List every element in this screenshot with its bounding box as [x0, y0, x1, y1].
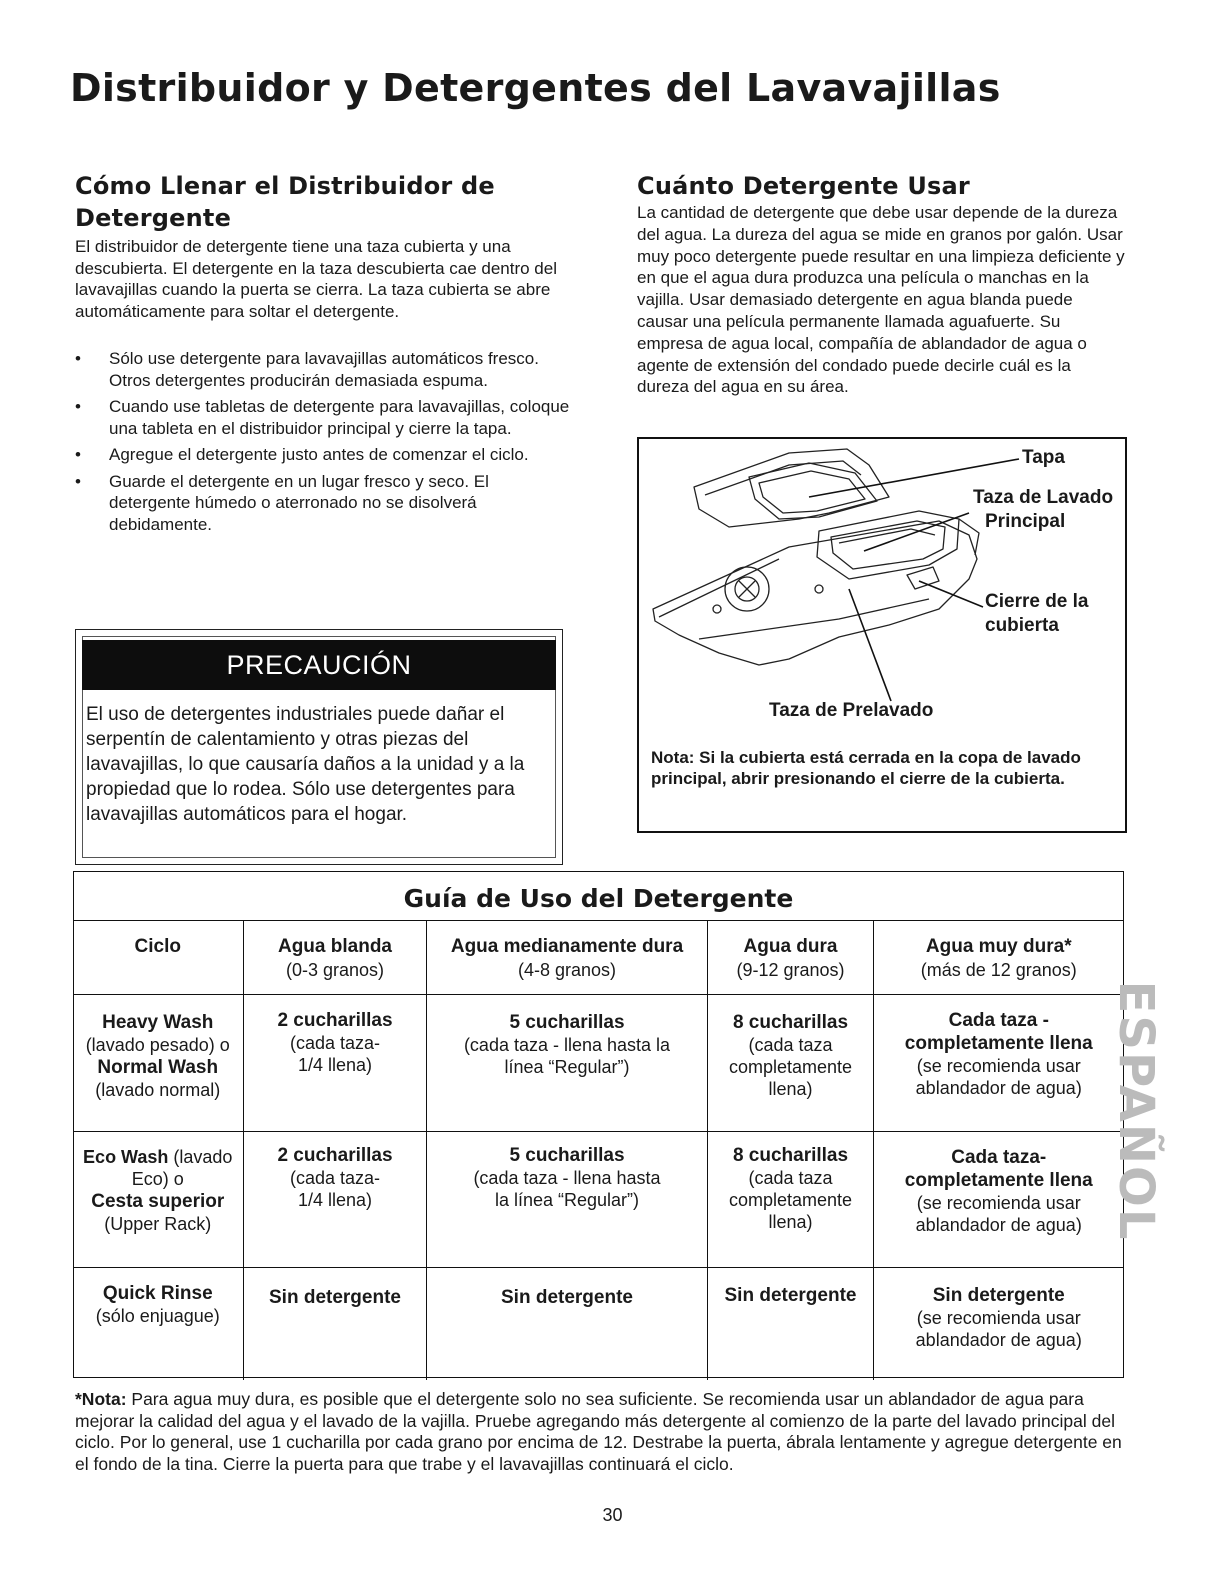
table-row — [73, 995, 1124, 1132]
header-cell: Agua muy dura* (más de 12 granos) — [874, 921, 1124, 995]
label-cover-latch-line1: Cierre de la — [985, 591, 1089, 612]
cover-latch — [907, 567, 939, 589]
label-main-cup-line1: Taza de Lavado — [973, 487, 1114, 508]
footnote — [75, 1389, 1135, 1475]
label-prewash-cup: Taza de Prelavado — [769, 700, 934, 721]
header-cell: Agua dura (9-12 granos) — [708, 921, 874, 995]
page-title: Distribuidor y Detergentes del Lavavajillas — [70, 66, 1001, 110]
diagram-note: Nota: Si la cubierta está cerrada en la copa de lavado principal, abrir presionando el cierre de la cubierta. — [651, 748, 1081, 788]
fill-bullet-list — [75, 348, 570, 535]
cycle-cell: Heavy Wash (lavado pesado) o Normal Wash (lavado normal) — [73, 995, 244, 1132]
table-cell: 8 cucharillas (cada taza completamente llena) — [708, 1132, 874, 1268]
bullet-icon: • — [75, 349, 81, 368]
table-cell: Cada taza- completamente llena (se recomienda usar ablandador de agua) — [874, 1132, 1124, 1268]
label-cover-latch-line2: cubierta — [985, 615, 1059, 636]
table-cell: Sin detergente — [427, 1268, 708, 1380]
label-tapa: Tapa — [1022, 447, 1065, 468]
amount-heading: Cuánto Detergente Usar — [637, 172, 970, 200]
list-item — [75, 396, 570, 439]
footnote-text: Para agua muy dura, es posible que el detergente solo no sea suficiente. Se recomienda usar un ablandador de agua para mejorar la calidad del agua y el lavado de la vajilla. Pruebe agregando más detergente al comienzo de la parte del lavado principal del ciclo. Por lo general, use 1 cucharilla por cada grano por encima de 12. Destrabe la puerta, ábrala lentamente y agregue detergente en el fondo de la tina. Cierre la puerta para que trabe y el lavavajillas continuará el ciclo. — [75, 1389, 1122, 1474]
fill-intro: El distribuidor de detergente tiene una taza cubierta y una descubierta. El detergente en la taza descubierta cae dentro del lavavajillas cuando la puerta se cierra. La taza cubierta se abre automáticamente para soltar el detergente. — [75, 237, 557, 321]
bullet-text: Agregue el detergente justo antes de comenzar el ciclo. — [109, 445, 529, 464]
bullet-icon: • — [75, 445, 81, 464]
dispenser-diagram — [637, 437, 1127, 833]
page-number: 30 — [602, 1505, 623, 1525]
detergent-guide — [73, 871, 1124, 1378]
table-cell: 8 cucharillas (cada taza completamente llena) — [708, 995, 874, 1132]
language-label: ESPAÑOL — [1108, 980, 1164, 1242]
table-cell: 5 cucharillas (cada taza - llena hasta la línea “Regular”) — [427, 1132, 708, 1268]
table-cell: 2 cucharillas (cada taza- 1/4 llena) — [244, 1132, 427, 1268]
table-header-row — [73, 921, 1124, 995]
guide-title: Guía de Uso del Detergente — [403, 884, 794, 913]
table-row — [73, 1132, 1124, 1268]
fill-heading: Cómo Llenar el Distribuidor de Detergente — [75, 172, 495, 232]
list-item — [75, 348, 570, 391]
header-cell: Agua medianamente dura (4-8 granos) — [427, 921, 708, 995]
bullet-icon: • — [75, 397, 81, 416]
amount-text: La cantidad de detergente que debe usar depende de la dureza del agua. La dureza del agua se mide en granos por galón. Usar muy poco detergente puede resultar en una limpieza deficiente y en que el agua dura produzca una película o manchas en la vajilla. Usar demasiado detergente en agua blanda puede causar una película permanente llamada aguafuerte. Su empresa de agua local, compañía de ablandador de agua o agente de extensión del condado puede decirle cuál es la dureza del agua en su área. — [637, 203, 1125, 397]
dispenser-base — [653, 521, 977, 665]
language-side-tab — [1108, 980, 1164, 1242]
table-cell: Sin detergente (se recomienda usar ablandador de agua) — [874, 1268, 1124, 1380]
label-main-cup-line2: Principal — [985, 511, 1066, 532]
latch-leader-line — [919, 581, 983, 607]
table-cell: Sin detergente — [244, 1268, 427, 1380]
guide-table — [73, 920, 1124, 1380]
table-cell: Cada taza - completamente llena (se recomienda usar ablandador de agua) — [874, 995, 1124, 1132]
bullet-text: Sólo use detergente para lavavajillas automáticos fresco. Otros detergentes producirán demasiada espuma. — [109, 349, 539, 390]
amount-section — [637, 170, 1127, 398]
bullet-icon: • — [75, 471, 81, 491]
footnote-label: *Nota: — [75, 1389, 127, 1409]
cycle-cell: Eco Wash (lavado Eco) o Cesta superior (Upper Rack) — [73, 1132, 244, 1268]
fill-section — [75, 170, 570, 540]
header-cell: Agua blanda (0-3 granos) — [244, 921, 427, 995]
bullet-text: Cuando use tabletas de detergente para lavavajillas, coloque una tableta en el distribuidor principal y cierre la tapa. — [109, 397, 570, 438]
cycle-cell: Quick Rinse (sólo enjuague) — [73, 1268, 244, 1380]
caution-box — [75, 629, 563, 865]
list-item — [75, 444, 570, 466]
list-item — [75, 471, 570, 536]
table-cell: Sin detergente — [708, 1268, 874, 1380]
bullet-text: Guarde el detergente en un lugar fresco y seco. El detergente húmedo o aterronado no se disolverá debidamente. — [109, 471, 489, 534]
dispenser-illustration — [639, 439, 1129, 739]
prewash-leader-line — [849, 589, 891, 701]
caution-heading: PRECAUCIÓN — [82, 640, 556, 690]
table-cell: 5 cucharillas (cada taza - llena hasta la línea “Regular”) — [427, 995, 708, 1132]
caution-text: El uso de detergentes industriales puede dañar el serpentín de calentamiento y otras piezas del lavavajillas, lo que causaría daños a la unidad y a la propiedad que lo rodea. Sólo use detergentes para lavavajillas automáticos para el hogar. — [86, 704, 525, 825]
table-cell: 2 cucharillas (cada taza- 1/4 llena) — [244, 995, 427, 1132]
table-row — [73, 1268, 1124, 1380]
header-cell: Ciclo — [73, 921, 244, 995]
